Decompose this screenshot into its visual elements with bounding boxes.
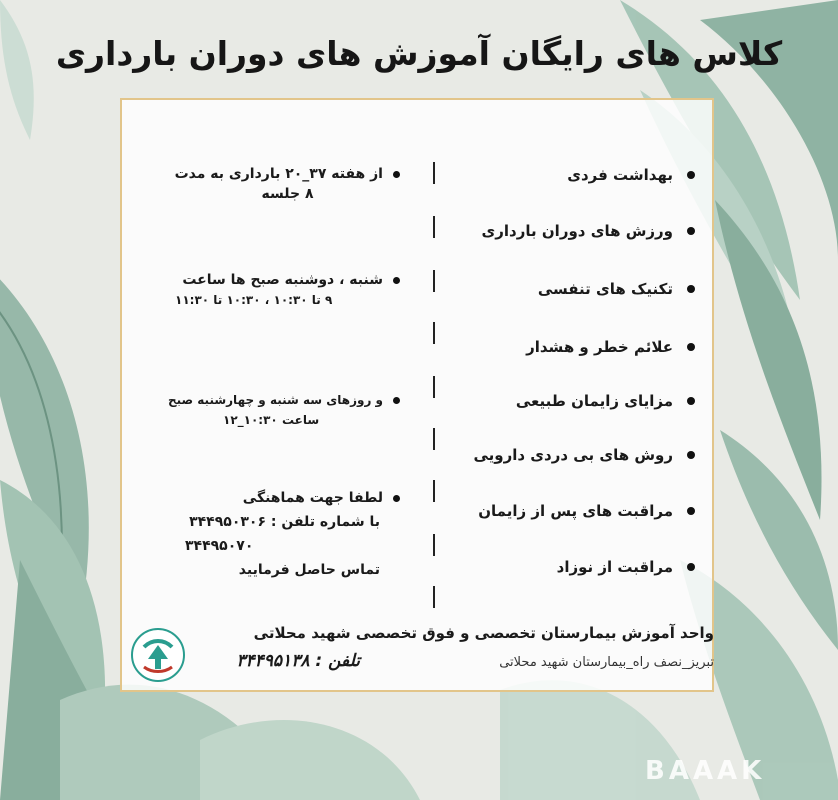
list-item: مراقبت های پس از زایمان	[460, 496, 695, 526]
bullet-icon	[393, 495, 400, 502]
divider	[433, 162, 435, 184]
footer-phone: تلفن : ۳۴۴۹۵۱۳۸	[236, 651, 360, 671]
list-item: علائم خطر و هشدار	[460, 332, 695, 362]
schedule-midweek-info: و روزهای سه شنبه و چهارشنبه صبح ساعت ۱۰:۳۰_۱۲	[128, 390, 400, 430]
list-item: روش های بی دردی دارویی	[460, 440, 695, 470]
bullet-icon	[687, 451, 695, 459]
hospital-logo-icon	[130, 627, 186, 683]
bullet-icon	[393, 171, 400, 178]
watermark: BAAAK	[645, 756, 766, 786]
divider	[433, 216, 435, 238]
list-item: ورزش های دوران بارداری	[460, 216, 695, 246]
list-item: مراقبت از نوزاد	[460, 552, 695, 582]
bullet-icon	[687, 171, 695, 179]
contact-info: لطفا جهت هماهنگی با شماره تلفن : ۳۴۴۹۵۰۳۰۶ ۳۴۴۹۵۰۷۰ تماس حاصل فرمایید	[150, 486, 400, 582]
divider	[433, 534, 435, 556]
bullet-icon	[393, 277, 400, 284]
list-item: بهداشت فردی	[460, 160, 695, 190]
bullet-icon	[393, 397, 400, 404]
footer-address: تبریز_نصف راه_بیمارستان شهید محلاتی	[499, 655, 714, 670]
bullet-icon	[687, 507, 695, 515]
divider	[433, 586, 435, 608]
list-item: تکنیک های تنفسی	[460, 274, 695, 304]
duration-info: از هفته ۳۷_۲۰ بارداری به مدت ۸ جلسه	[135, 164, 400, 204]
divider	[433, 270, 435, 292]
footer-unit-name: واحد آموزش بیمارستان تخصصی و فوق تخصصی شهید محلاتی	[253, 624, 714, 642]
bullet-icon	[687, 563, 695, 571]
bullet-icon	[687, 343, 695, 351]
page-title: کلاس های رایگان آموزش های دوران بارداری	[55, 34, 783, 73]
divider	[433, 322, 435, 344]
bullet-icon	[687, 397, 695, 405]
bullet-icon	[687, 227, 695, 235]
divider	[433, 480, 435, 502]
bullet-icon	[687, 285, 695, 293]
divider	[433, 376, 435, 398]
schedule-weekday-info: شنبه ، دوشنبه صبح ها ساعت ۹ تا ۱۰:۳۰ ، ۱۰:۳۰ تا ۱۱:۳۰	[135, 270, 400, 310]
divider	[433, 428, 435, 450]
list-item: مزایای زایمان طبیعی	[460, 386, 695, 416]
